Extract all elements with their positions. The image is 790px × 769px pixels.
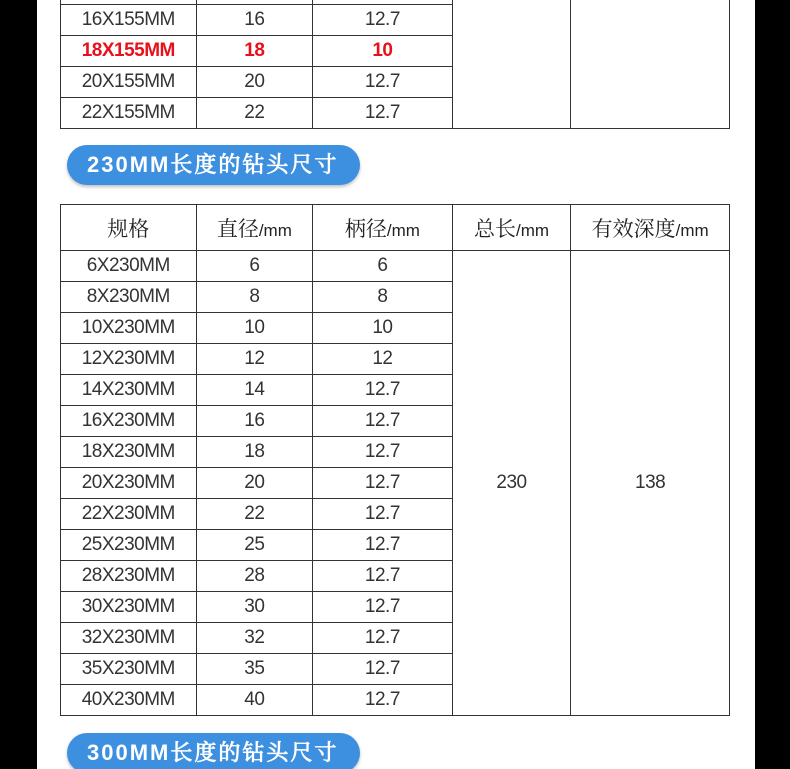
shank-cell: 12 <box>313 344 453 375</box>
shank-cell: 10 <box>313 313 453 344</box>
diameter-cell: 6 <box>196 251 313 282</box>
spec-cell: 16X155MM <box>61 5 197 36</box>
shank-cell: 12.7 <box>313 67 453 98</box>
spec-cell: 6X230MM <box>61 251 197 282</box>
diameter-cell: 22 <box>196 499 313 530</box>
shank-cell: 12.7 <box>313 685 453 716</box>
spec-cell: 14X230MM <box>61 375 197 406</box>
spec-cell: 35X230MM <box>61 654 197 685</box>
shank-cell: 12.7 <box>313 623 453 654</box>
spec-cell: 40X230MM <box>61 685 197 716</box>
spec-cell: 32X230MM <box>61 623 197 654</box>
effective-depth-cell <box>571 0 730 129</box>
diameter-cell: 18 <box>196 437 313 468</box>
section-title-300mm: 300MM长度的钻头尺寸 <box>67 733 360 769</box>
diameter-cell: 16 <box>196 406 313 437</box>
spec-cell: 18X155MM <box>61 36 197 67</box>
section-title-230mm: 230MM长度的钻头尺寸 <box>67 145 360 185</box>
header-diameter: 直径/mm <box>196 205 313 251</box>
spec-cell: 30X230MM <box>61 592 197 623</box>
diameter-cell: 20 <box>196 67 313 98</box>
spec-cell: 22X155MM <box>61 98 197 129</box>
header-shank: 柄径/mm <box>313 205 453 251</box>
shank-cell: 12.7 <box>313 437 453 468</box>
shank-cell: 12.7 <box>313 406 453 437</box>
diameter-cell: 10 <box>196 313 313 344</box>
header-effective-depth: 有效深度/mm <box>571 205 730 251</box>
diameter-cell: 22 <box>196 98 313 129</box>
total-length-cell <box>452 0 571 129</box>
diameter-cell: 12 <box>196 344 313 375</box>
spec-cell: 16X230MM <box>61 406 197 437</box>
spec-cell: 18X230MM <box>61 437 197 468</box>
shank-cell: 12.7 <box>313 98 453 129</box>
diameter-cell: 14 <box>196 375 313 406</box>
spec-table-155mm <box>60 0 730 129</box>
product-spec-sheet <box>37 0 755 769</box>
spec-cell: 20X230MM <box>61 468 197 499</box>
effective-depth-cell: 138 <box>571 251 730 716</box>
diameter-cell: 16 <box>196 5 313 36</box>
shank-cell: 12.7 <box>313 468 453 499</box>
shank-cell: 8 <box>313 282 453 313</box>
diameter-cell: 30 <box>196 592 313 623</box>
diameter-cell: 28 <box>196 561 313 592</box>
total-length-cell: 230 <box>452 251 571 716</box>
diameter-cell: 32 <box>196 623 313 654</box>
spec-cell: 22X230MM <box>61 499 197 530</box>
diameter-cell: 40 <box>196 685 313 716</box>
shank-cell: 12.7 <box>313 375 453 406</box>
spec-cell: 8X230MM <box>61 282 197 313</box>
shank-cell: 12.7 <box>313 530 453 561</box>
diameter-cell: 18 <box>196 36 313 67</box>
shank-cell: 12.7 <box>313 499 453 530</box>
shank-cell: 12.7 <box>313 5 453 36</box>
shank-cell: 6 <box>313 251 453 282</box>
spec-cell: 28X230MM <box>61 561 197 592</box>
spec-table-230mm <box>60 204 730 716</box>
shank-cell: 12.7 <box>313 561 453 592</box>
table-header-row <box>61 205 730 251</box>
diameter-cell: 20 <box>196 468 313 499</box>
spec-cell: 20X155MM <box>61 67 197 98</box>
spec-cell: 25X230MM <box>61 530 197 561</box>
diameter-cell: 35 <box>196 654 313 685</box>
diameter-cell: 25 <box>196 530 313 561</box>
header-total-length: 总长/mm <box>452 205 571 251</box>
shank-cell: 12.7 <box>313 592 453 623</box>
spec-cell: 10X230MM <box>61 313 197 344</box>
header-spec: 规格 <box>61 205 197 251</box>
shank-cell: 10 <box>313 36 453 67</box>
shank-cell: 12.7 <box>313 654 453 685</box>
diameter-cell: 8 <box>196 282 313 313</box>
spec-cell: 12X230MM <box>61 344 197 375</box>
table-row <box>61 251 730 282</box>
